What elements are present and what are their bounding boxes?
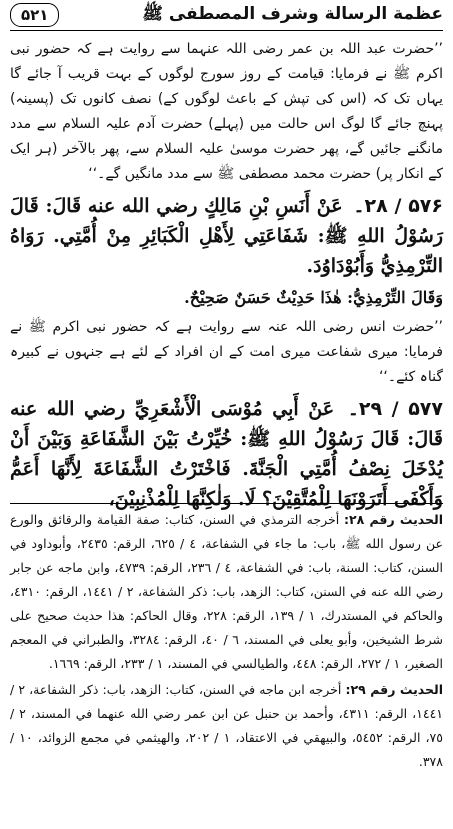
- hadith-577: [10, 394, 443, 514]
- urdu-translation-2: ’’حضرت انس رضی اللہ عنہ سے روایت ہے کہ حضور نبی اکرم ﷺ نے فرمایا: میری شفاعت میری امت کے ان افراد کے لئے ہے جنہوں نے کبیرہ گناہ کئے۔‘‘: [10, 319, 443, 385]
- urdu-translation-1: ’’حضرت عبد اللہ بن عمر رضی اللہ عنہما سے روایت ہے کہ حضور نبی اکرم ﷺ نے فرمایا: قیامت کے روز سورج لوگوں کے بہت قریب آ جائے گا یہاں تک کہ (اس کی تپش کے باعث لوگوں کے) نصف کانوں تک (پسینہ) پہنچ جائے گا لوگ اس حالت میں (پہلے) حضرت آدم علیہ السلام سے مدد مانگنے جائیں گے، پھر حضرت موسیٰ علیہ السلام سے، پھر بالآخر (ہر ایک کے انکار پر) حضرت محمد مصطفی ﷺ سے مدد مانگیں گے۔‘‘: [10, 41, 443, 182]
- hadith-576-number: ۵۷۶ / ۲۸۔: [353, 195, 443, 217]
- footnote-28: [10, 508, 443, 676]
- footnote-29: [10, 678, 443, 774]
- page-header: [10, 0, 443, 31]
- page-number: ۵۲۱: [10, 3, 59, 27]
- running-head: عظمة الرسالة وشرف المصطفى ﷺ: [142, 3, 443, 24]
- footnote-29-label: الحديث رقم ٢٩:: [345, 682, 444, 697]
- hadith-577-number: ۵۷۷ / ۲۹۔: [347, 398, 443, 420]
- footnote-29-text: أخرجه ابن ماجه في السنن، كتاب: الزهد، باب: ذكر الشفاعة، ٢ / ١٤٤١، الرقم: ٤٣١١، وأحمد بن حنبل عن ابن عمر رضي الله عنهما في المسند، ٢ / ٧٥، الرقم: ٥٤٥٢، والبيهقي في الاعتقاد، ١ / ٢٠٢، والهيثمي في مجمع الزوائد، ١٠ / ٣٧٨.: [10, 682, 443, 769]
- footnote-28-label: الحديث رقم ٢٨:: [344, 512, 443, 527]
- footnotes: [10, 503, 443, 774]
- footnote-28-text: أخرجه الترمذي في السنن، كتاب: صفة القيامة والرقائق والورع عن رسول الله ﷺ، باب: ما جاء في الشفاعة، ٤ / ٦٢٥، الرقم: ٢٤٣٥، وأبوداود في السنن، كتاب: السنة، باب: في الشفاعة، ٤ / ٢٣٦، الرقم: ٤٧٣٩، وابن ماجه عن جابر رضي الله عنه في السنن، كتاب: الزهد، باب: ذكر الشفاعة، ٢ / ١٤٤١، الرقم: ٤٣١٠، والحاكم في المستدرك، ١ / ١٣٩، الرقم: ٢٢٨، وقال الحاكم: هذا حديث صحيح على شرط الشيخين، وأبو يعلى في المسند، ٦ / ٤٠، الرقم: ٣٢٨٤، والطبراني في المعجم الصغير، ١ / ٢٧٢، الرقم: ٤٤٨، والطيالسي في المسند، ١ / ٢٣٣، الرقم: ١٦٦٩.: [10, 512, 444, 671]
- hadith-576: [10, 191, 443, 281]
- hadith-576-grading: وَقَالَ التِّرْمِذِيُّ: هٰذَا حَدِيْثٌ حَسَنٌ صَحِيْحٌ.: [184, 288, 443, 307]
- hadith-576-text: عَنْ أَنَسِ بْنِ مَالِكٍ رضي الله عنه قَالَ: قَالَ رَسُوْلُ اللهِ ﷺ: شَفَاعَتِي لِأَهْلِ الْكَبَائِرِ مِنْ أُمَّتِي. رَوَاهُ التِّرْمِذِيُّ وَأَبُوْدَاوُدَ.: [10, 195, 443, 277]
- hadith-577-text: عَنْ أَبِي مُوْسَى الْأَشْعَرِيِّ رضي الله عنه قَالَ: قَالَ رَسُوْلُ اللهِ ﷺ: خُيِّرْتُ بَيْنَ الشَّفَاعَةِ وَبَيْنَ أَنْ يُدْخَلَ نِصْفُ أُمَّتِي الْجَنَّةَ. فَاخْتَرْتُ الشَّفَاعَةَ لِأَنَّهَا أَعَمُّ وَأَكْفَى أَتَرَوْنَهَا لِلْمُتَّقِيْنَ؟ لَا. وَلٰكِنَّهَا لِلْمُذْنِبِيْنَ،: [10, 398, 443, 510]
